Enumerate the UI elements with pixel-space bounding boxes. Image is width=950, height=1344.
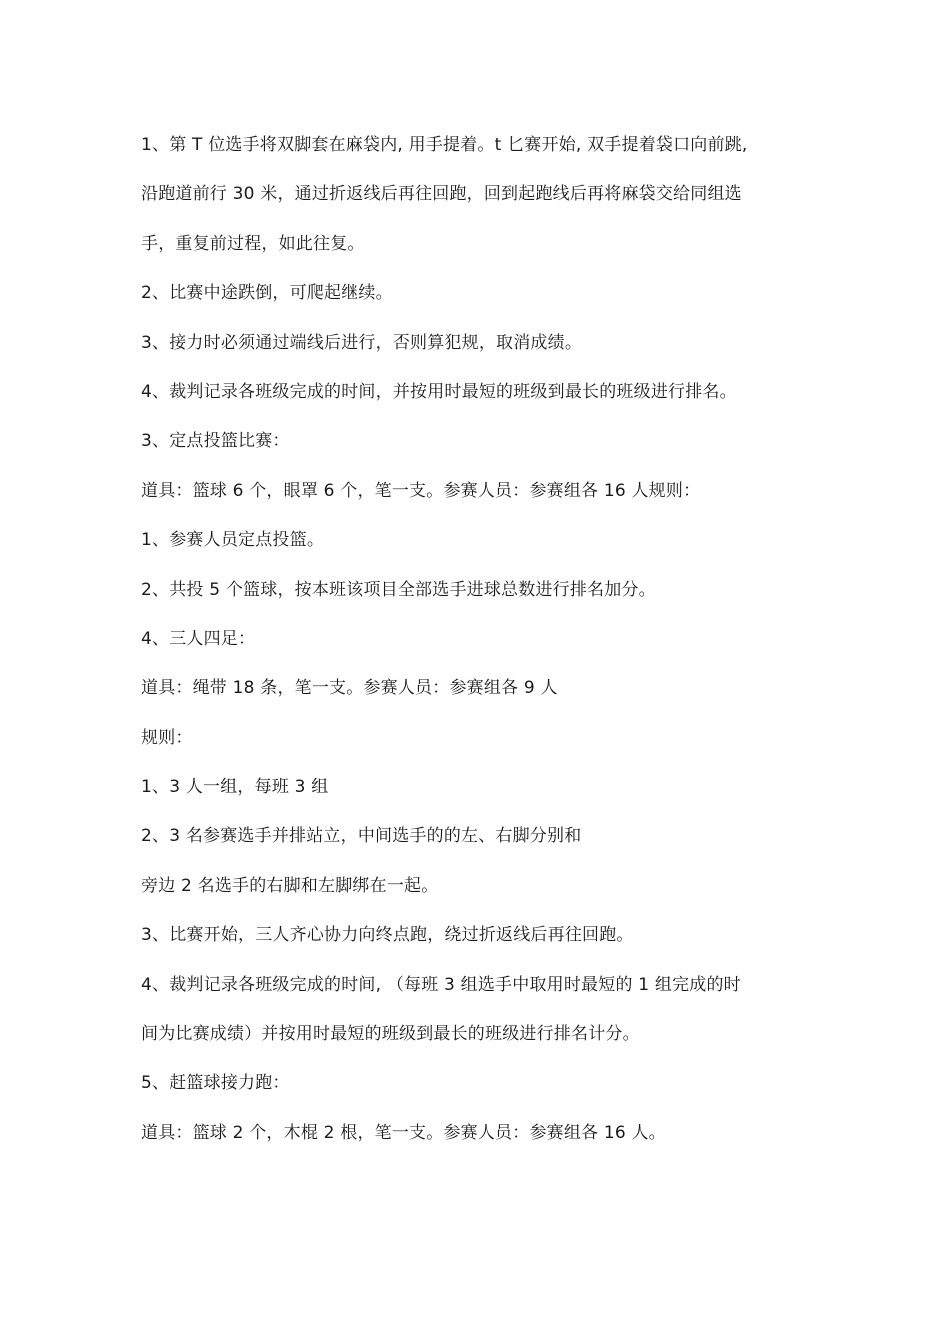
text-line: 3、比赛开始，三人齐心协力向终点跑，绕过折返线后再往回跑。	[141, 925, 634, 946]
text-line: 2、比赛中途跌倒，可爬起继续。	[141, 283, 393, 304]
text-line: 道具：篮球 6 个，眼罩 6 个，笔一支。参赛人员：参赛组各 16 人规则：	[141, 480, 701, 501]
text-line: 1、3 人一组，每班 3 组	[141, 777, 329, 798]
text-line: 2、共投 5 个篮球，按本班该项目全部选手进球总数进行排名加分。	[141, 579, 656, 600]
text-line: 1、第 T 位选手将双脚套在麻袋内, 用手提着。t 匕赛开始, 双手提着袋口向前跳,	[141, 135, 748, 155]
text-line: 2、3 名参赛选手并排站立，中间选手的的左、右脚分别和	[141, 826, 582, 847]
text-line: 沿跑道前行 30 米，通过折返线后再往回跑，回到起跑线后再将麻袋交给同组选	[141, 184, 742, 205]
section-heading: 5、赶篮球接力跑：	[141, 1073, 290, 1094]
text-line: 4、裁判记录各班级完成的时间, （每班 3 组选手中取用时最短的 1 组完成的时	[141, 974, 741, 995]
section-heading: 4、三人四足：	[141, 628, 256, 649]
text-line: 道具：篮球 2 个，木棍 2 根，笔一支。参赛人员：参赛组各 16 人。	[141, 1122, 666, 1143]
text-line: 1、参赛人员定点投篮。	[141, 530, 325, 551]
text-line: 手，重复前过程，如此往复。	[141, 233, 365, 254]
section-heading: 3、定点投篮比赛：	[141, 431, 290, 452]
text-line: 道具：绳带 18 条，笔一支。参赛人员：参赛组各 9 人	[141, 678, 558, 699]
text-line: 间为比赛成绩）并按用时最短的班级到最长的班级进行排名计分。	[141, 1024, 640, 1045]
text-line: 3、接力时必须通过端线后进行，否则算犯规，取消成绩。	[141, 332, 583, 353]
text-line: 规则：	[141, 727, 193, 748]
text-line: 4、裁判记录各班级完成的时间，并按用时最短的班级到最长的班级进行排名。	[141, 381, 737, 402]
document-body	[141, 121, 821, 1158]
text-line: 旁边 2 名选手的右脚和左脚绑在一起。	[141, 875, 439, 896]
